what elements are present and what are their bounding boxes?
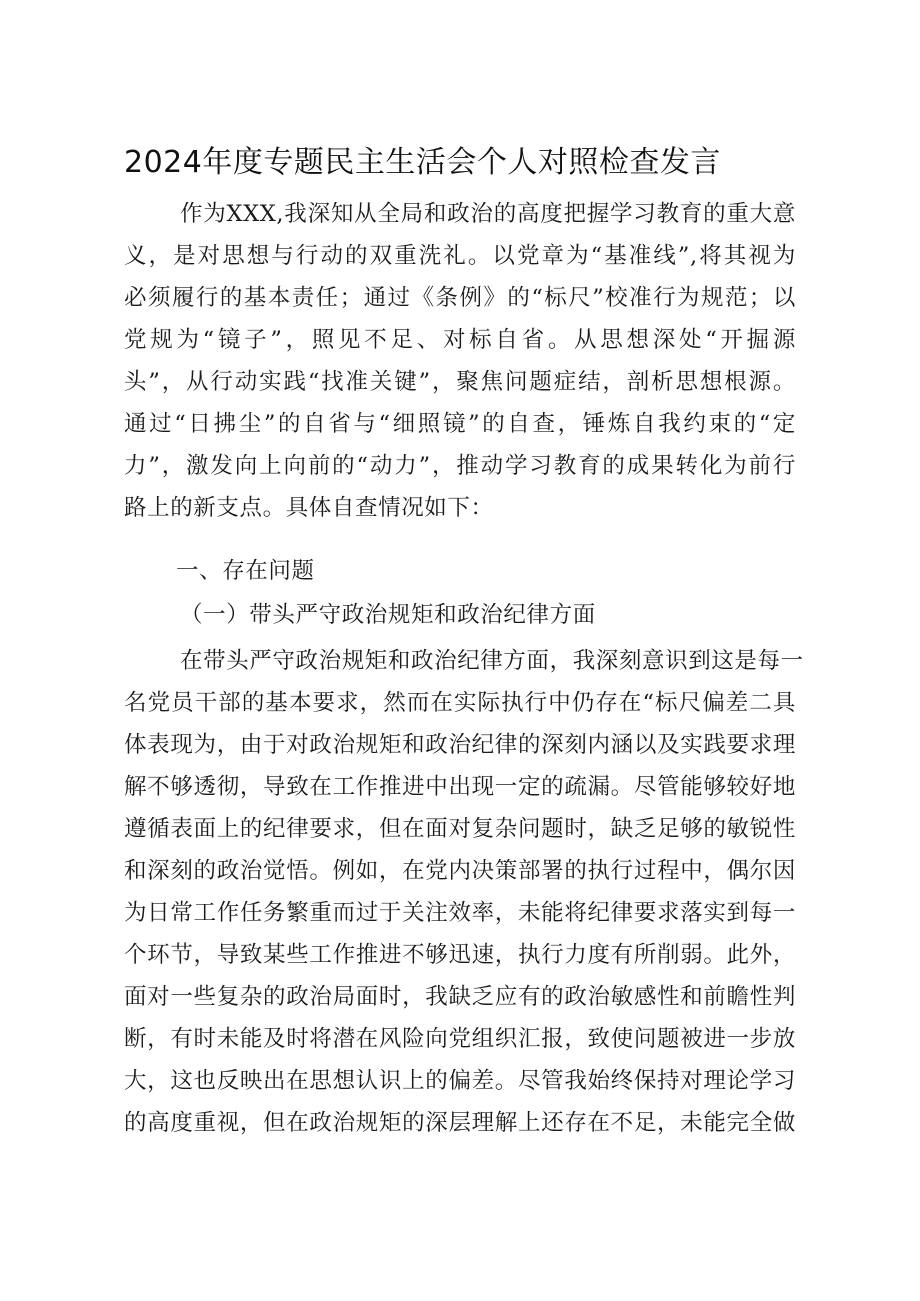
intro-line: 通过“日拂尘”的自省与“细照镜”的自查，锤炼自我约束的“定 [124,411,796,437]
intro-line: 义，是对思想与行动的双重洗礼。以党章为“基准线”,将其视为 [124,243,796,269]
body-line: 面对一些复杂的政治局面时，我缺乏应有的政治敏感性和前瞻性判 [124,984,796,1010]
body-line: 解不够透彻，导致在工作推进中出现一定的疏漏。尽管能够较好地 [124,774,796,800]
intro-line: 必须履行的基本责任；通过《条例》的“标尺”校准行为规范；以 [124,285,796,311]
body-line: 遵循表面上的纪律要求，但在面对复杂问题时，缺乏足够的敏锐性 [124,816,796,842]
intro-line: 力”，激发向上向前的“动力”，推动学习教育的成果转化为前行 [124,453,796,479]
body-line: 大，这也反映出在思想认识上的偏差。尽管我始终保持对理论学习 [124,1068,796,1094]
body-line: 个环节，导致某些工作推进不够迅速，执行力度有所削弱。此外， [124,942,796,968]
document-title: 2024年度专题民主生活会个人对照检查发言 [124,145,721,180]
body-line: 和深刻的政治觉悟。例如，在党内决策部署的执行过程中，偶尔因 [124,858,796,884]
body-line: 的高度重视，但在政治规矩的深层理解上还存在不足，未能完全做 [124,1110,796,1136]
intro-line: 头”，从行动实践“找准关键”，聚焦问题症结，剖析思想根源。 [124,369,796,395]
body-line: 在带头严守政治规矩和政治纪律方面，我深刻意识到这是每一 [180,648,804,674]
intro-line: 路上的新支点。具体自查情况如下： [124,495,494,521]
body-line: 名党员干部的基本要求，然而在实际执行中仍存在“标尺偏差二具 [124,690,796,716]
subsection-heading: （一）带头严守政治规矩和政治纪律方面 [180,602,596,628]
body-line: 为日常工作任务繁重而过于关注效率，未能将纪律要求落实到每一 [124,900,796,926]
body-line: 体表现为，由于对政治规矩和政治纪律的深刻内涵以及实践要求理 [124,732,796,758]
body-line: 断，有时未能及时将潜在风险向党组织汇报，致使问题被进一步放 [124,1026,796,1052]
intro-line: 作为XXX,我深知从全局和政治的高度把握学习教育的重大意 [180,201,796,227]
intro-line: 党规为“镜子”，照见不足、对标自省。从思想深处“开掘源 [124,327,796,353]
section-heading: 一、存在问题 [176,558,315,584]
